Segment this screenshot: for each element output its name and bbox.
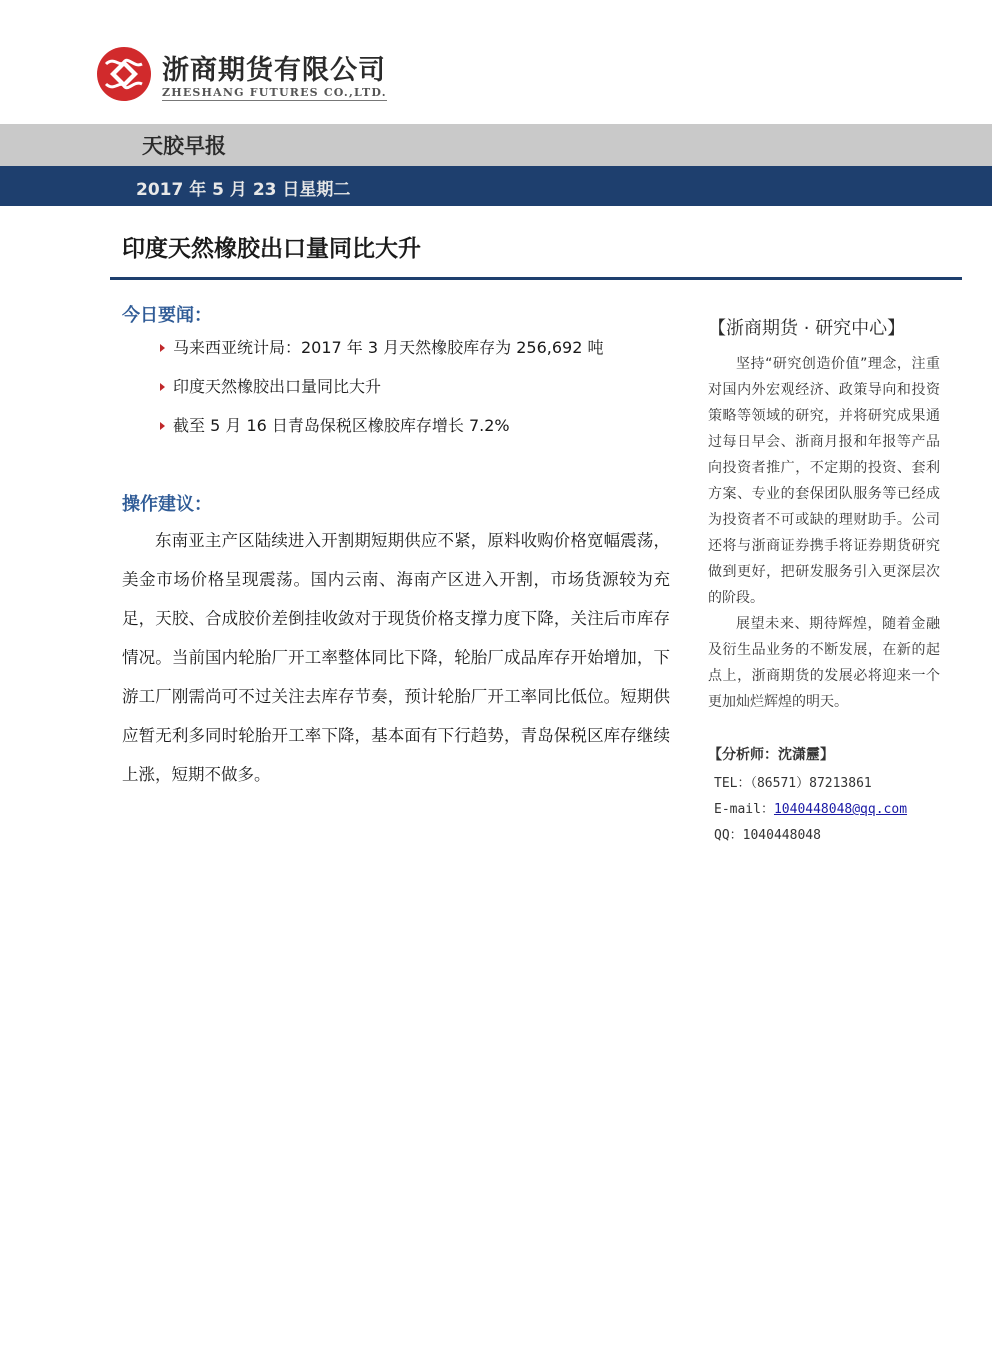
- tel-value: （86571）87213861: [750, 776, 872, 791]
- qq-label: QQ：: [714, 828, 743, 843]
- qq-value: 1040448048: [742, 828, 821, 843]
- email-link[interactable]: 1040448048@qq.com: [773, 802, 908, 817]
- report-date-band: [0, 166, 992, 206]
- contact-tel: [714, 772, 872, 791]
- email-label: E-mail：: [714, 802, 774, 817]
- sidebar-paragraph-1: 坚持“研究创造价值”理念，注重对国内外宏观经济、政策导向和投资策略等领域的研究，并将研究成果通过每日早会、浙商月报和年报等产品向投资者推广，不定期的投资、套利方案、专业的套保团队服务等已经成为投资者不可或缺的理财助手。公司还将与浙商证券携手将证券期货研究做到更好，把研发服务引入更深层次的阶段。: [708, 356, 940, 606]
- analyst-name: 【分析师：沈潇靂】: [708, 747, 834, 763]
- news-heading: 今日要闻：: [122, 305, 212, 326]
- report-title: 天胶早报: [142, 134, 226, 158]
- company-name-cn: 浙商期货有限公司: [162, 55, 386, 86]
- company-logo: [96, 46, 386, 106]
- bullet-arrow-icon: [160, 422, 165, 430]
- sidebar-title: 【浙商期货 · 研究中心】: [708, 318, 906, 339]
- company-logo-icon: [96, 46, 152, 102]
- news-item: [160, 374, 381, 397]
- news-item: [160, 413, 510, 436]
- report-date: 2017 年 5 月 23 日星期二: [136, 180, 351, 200]
- company-name-en: ZHESHANG FUTURES CO.,LTD.: [162, 86, 387, 99]
- tel-label: TEL：: [714, 776, 751, 791]
- contact-qq: [714, 824, 821, 843]
- news-item-text: 印度天然橡胶出口量同比大升: [173, 377, 382, 396]
- report-title-band: [0, 124, 992, 166]
- contact-email: [714, 798, 907, 817]
- news-item-text: 马来西亚统计局：2017 年 3 月天然橡胶库存为 256,692 吨: [173, 338, 604, 357]
- headline-divider: [110, 277, 962, 280]
- advice-paragraph: 东南亚主产区陆续进入开割期短期供应不紧，原料收购价格宽幅震荡，美金市场价格呈现震荡。国内云南、海南产区进入开割，市场货源较为充足，天胶、合成胶价差倒挂收敛对于现货价格支撑力度下降，关注后市库存情况。当前国内轮胎厂开工率整体同比下降，轮胎厂成品库存开始增加，下游工厂刚需尚可不过关注去库存节奏，预计轮胎厂开工率同比低位。短期供应暂无利多同时轮胎开工率下降，基本面有下行趋势，青岛保税区库存继续上涨，短期不做多。: [122, 531, 670, 784]
- sidebar-paragraph-2: 展望未来、期待辉煌，随着金融及衍生品业务的不断发展，在新的起点上，浙商期货的发展必将迎来一个更加灿烂辉煌的明天。: [708, 616, 940, 710]
- news-item-text: 截至 5 月 16 日青岛保税区橡胶库存增长 7.2%: [173, 416, 510, 435]
- advice-heading: 操作建议：: [122, 494, 212, 515]
- bullet-arrow-icon: [160, 344, 165, 352]
- headline: 印度天然橡胶出口量同比大升: [122, 236, 421, 262]
- bullet-arrow-icon: [160, 383, 165, 391]
- news-item: [160, 335, 604, 358]
